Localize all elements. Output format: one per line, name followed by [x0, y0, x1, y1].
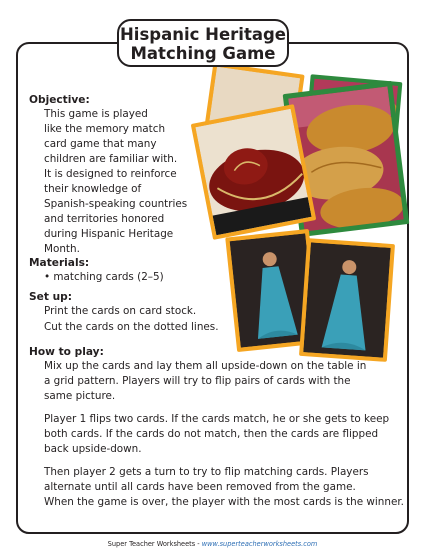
objective-line: card game that many	[44, 138, 157, 150]
dancer-card-front	[299, 238, 395, 362]
objective-line: their knowledge of	[44, 183, 142, 195]
howto-line: Player 1 flips two cards. If the cards match, he or she gets to keep	[44, 413, 390, 425]
objective-line: and territories honored	[44, 213, 165, 225]
objective-heading: Objective:	[29, 94, 90, 106]
howto-line: same picture.	[44, 390, 116, 402]
title-line-1: Hispanic Heritage	[120, 25, 286, 44]
title-box	[117, 19, 289, 67]
objective-line: like the memory match	[44, 123, 166, 135]
setup-line: Print the cards on card stock.	[44, 305, 197, 317]
objective-line: Month.	[44, 243, 80, 255]
title-line-2: Matching Game	[130, 44, 276, 63]
footer	[0, 540, 425, 548]
howto-heading: How to play:	[29, 346, 104, 358]
setup-heading: Set up:	[29, 291, 72, 303]
materials-item: • matching cards (2–5)	[44, 271, 164, 283]
footer-site: Super Teacher Worksheets	[107, 540, 196, 548]
howto-line: back upside-down.	[44, 443, 142, 455]
objective-line: children are familiar with.	[44, 153, 178, 165]
howto-line: a grid pattern. Players will try to flip pairs of cards with the	[44, 375, 351, 387]
setup-line: Cut the cards on the dotted lines.	[44, 321, 219, 333]
howto-line: Then player 2 gets a turn to try to flip matching cards. Players	[44, 466, 369, 478]
sombrero-card-front	[191, 104, 317, 240]
materials-heading: Materials:	[29, 257, 90, 269]
objective-line: This game is played	[44, 108, 148, 120]
objective-line: It is designed to reinforce	[44, 168, 177, 180]
objective-line: during Hispanic Heritage	[44, 228, 174, 240]
howto-line: Mix up the cards and lay them all upside-down on the table in	[44, 360, 367, 372]
objective-line: Spanish-speaking countries	[44, 198, 188, 210]
howto-line: alternate until all cards have been removed from the game.	[44, 481, 356, 493]
footer-separator: -	[195, 540, 202, 548]
howto-line: both cards. If the cards do not match, then the cards are flipped	[44, 428, 379, 440]
footer-link[interactable]: www.superteacherworksheets.com	[201, 540, 318, 548]
howto-line: When the game is over, the player with the most cards is the winner.	[44, 496, 404, 508]
